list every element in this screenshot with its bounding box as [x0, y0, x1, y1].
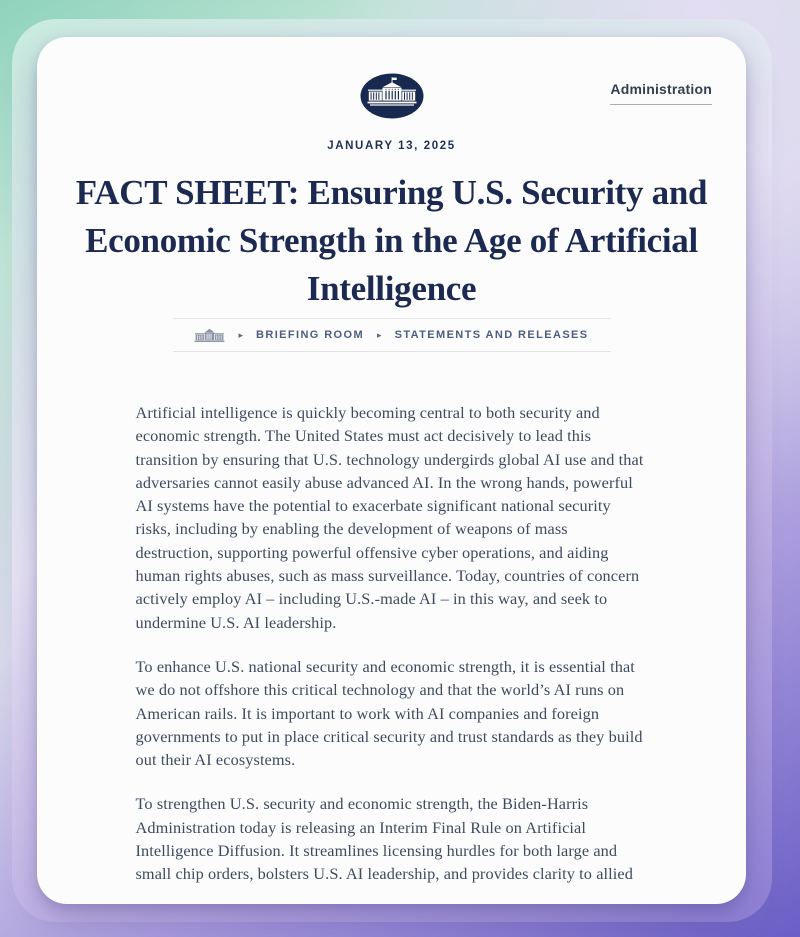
breadcrumb-briefing-room[interactable]: BRIEFING ROOM [256, 329, 365, 341]
paragraph: To enhance U.S. national security and economic strength, it is essential that we do not offshore this critical technology and that the world’s AI runs on American rails. It is important to work with AI companies and foreign governments to put in place critical security and trust standards as they build out their AI ecosystems. [135, 656, 643, 770]
white-house-home-icon [194, 328, 225, 343]
page-title [52, 169, 732, 313]
home-link[interactable] [194, 328, 225, 343]
title-line: and Economic Strength in the Age of [85, 173, 708, 260]
paragraph: Artificial intelligence is quickly becoming central to both security and economic strength. The United States must act decisively to lead this transition by ensuring that U.S. technology undergirds global AI use and that adversaries cannot easily abuse advanced AI. In the wrong hands, powerful AI systems have the potential to exacerbate significant national security risks, including by enabling the development of weapons of mass destruction, supporting powerful offensive cyber operations, and aiding human rights abuses, such as mass surveillance. Today, countries of concern actively employ AI – including U.S.-made AI – in this way, and seek to undermine U.S. AI leadership. [135, 403, 644, 632]
white-house-seal-icon [360, 73, 424, 119]
title-line: FACT SHEET: Ensuring U.S. Security [75, 173, 644, 212]
white-house-seal-logo[interactable] [360, 73, 424, 119]
title-line: Artificial Intelligence [306, 221, 698, 308]
chevron-right-icon: ▸ [377, 329, 382, 340]
gradient-frame [12, 19, 772, 922]
article-body [136, 401, 648, 886]
administration-link[interactable]: Administration [610, 81, 712, 105]
chevron-right-icon: ▸ [238, 329, 243, 340]
paragraph: To strengthen U.S. security and economic strength, the Biden-Harris Administration today is releasing an Interim Final Rule on Artificial Intelligence Diffusion. It streamlines licensing hurdles for both large and small chip orders, bolsters U.S. AI leadership, and provides clarity to allied [135, 794, 633, 884]
breadcrumb-statements-and-releases[interactable]: STATEMENTS AND RELEASES [394, 329, 589, 341]
article-card [37, 37, 746, 904]
article-date: JANUARY 13, 2025 [327, 140, 456, 152]
breadcrumb [173, 318, 611, 352]
